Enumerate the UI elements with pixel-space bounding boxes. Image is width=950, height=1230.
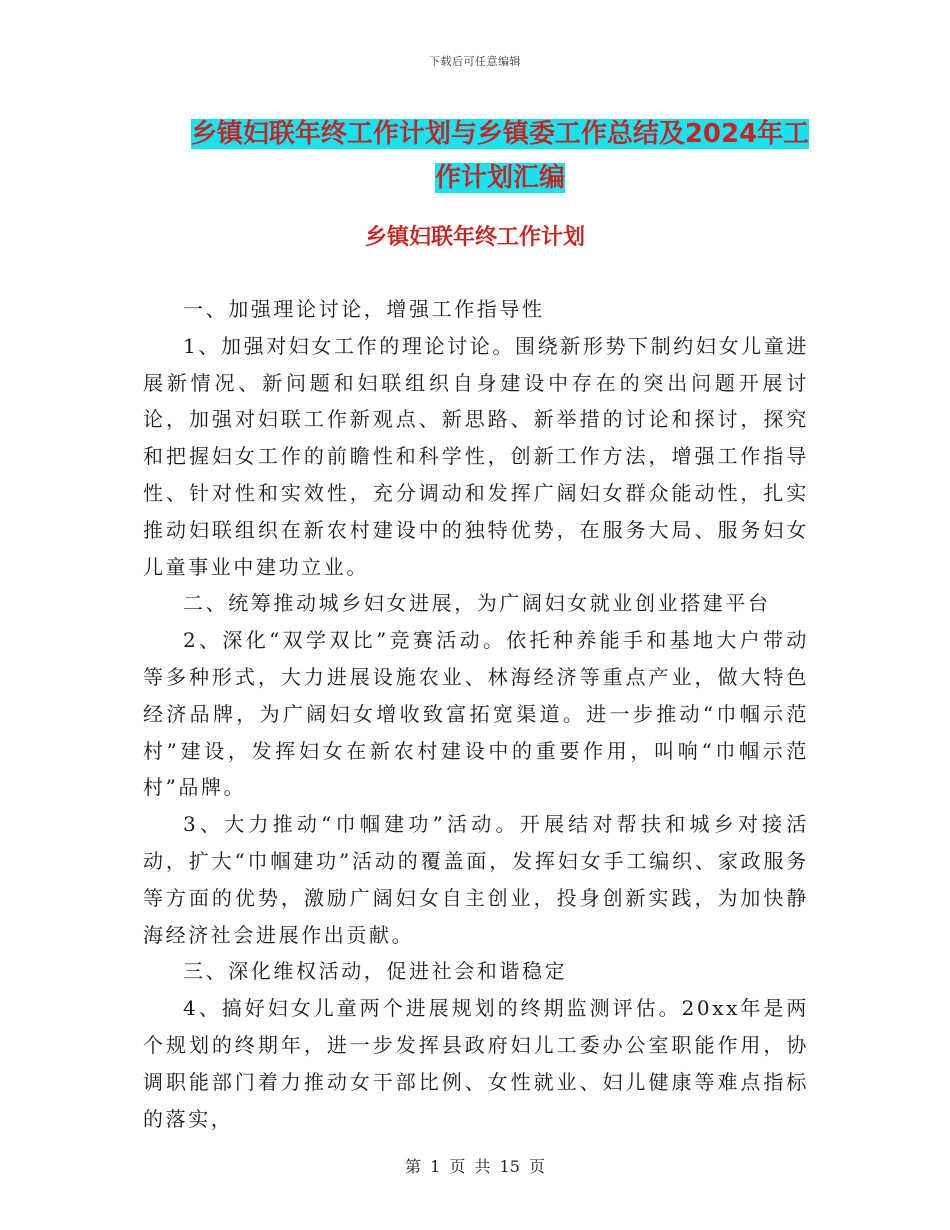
section-title: 乡镇妇联年终工作计划 [364, 225, 585, 250]
heading-paragraph-1: 一、加强理论讨论，增强工作指导性 [183, 297, 545, 321]
document-title [120, 112, 880, 200]
document-body [143, 291, 809, 1137]
heading-paragraph-2: 二、统筹推动城乡妇女进展，为广阔妇女就业创业搭建平台 [183, 591, 771, 616]
body-paragraph-1: 1、加强对妇女工作的理论讨论。围绕新形势下制约妇女儿童进展新情况、新问题和妇联组织自身建设中存在的突出问题开展讨论，加强对妇联工作新观点、新思路、新举措的讨论和探讨，探究和把握妇女工作的前瞻性和科学性，创新工作方法，增强工作指导性、针对性和实效性，充分调动和发挥广阔妇女群众能动性，扎实推动妇联组织在新农村建设中的独特优势，在服务大局、服务妇女儿童事业中建功立业。 [143, 333, 809, 579]
heading-paragraph-3: 三、深化维权活动，促进社会和谐稳定 [183, 959, 568, 984]
page-header-note: 下载后可任意编辑 [429, 55, 521, 68]
page-number-footer: 第 1 页 共 15 页 [405, 1157, 545, 1176]
document-title-line-1: 乡镇妇联年终工作计划与乡镇委工作总结及2024年工 [190, 119, 810, 149]
body-paragraph-4: 4、搞好妇女儿童两个进展规划的终期监测评估。20xx年是两个规划的终期年，进一步发挥县政府妇儿工委办公室职能作用，协调职能部门着力推动女干部比例、女性就业、妇儿健康等难点指标的落实， [143, 996, 809, 1131]
body-paragraph-3: 3、大力推动“巾帼建功”活动。开展结对帮扶和城乡对接活动，扩大“巾帼建功”活动的覆盖面，发挥妇女手工编织、家政服务等方面的优势，激励广阔妇女自主创业，投身创新实践，为加快静海经济社会进展作出贡献。 [143, 812, 809, 947]
document-title-line-2: 作计划汇编 [434, 163, 565, 193]
body-paragraph-2: 2、深化“双学双比”竞赛活动。依托种养能手和基地大户带动等多种形式，大力进展设施农业、林海经济等重点产业，做大特色经济品牌，为广阔妇女增收致富拓宽渠道。进一步推动“巾帼示范村”建设，发挥妇女在新农村建设中的重要作用，叫响“巾帼示范村”品牌。 [143, 628, 809, 800]
